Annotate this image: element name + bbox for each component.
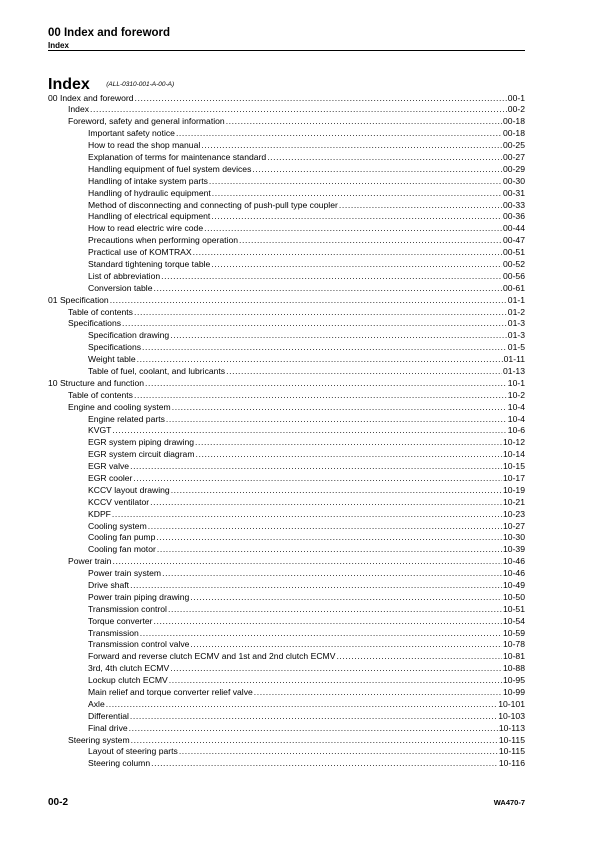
toc-entry[interactable]	[48, 188, 525, 200]
toc-dot-leader	[134, 307, 507, 319]
toc-entry[interactable]	[48, 93, 525, 105]
toc-entry[interactable]	[48, 200, 525, 212]
toc-entry-page: 10-14	[503, 449, 525, 460]
toc-entry-label: Weight table	[88, 354, 136, 365]
toc-dot-leader	[171, 485, 502, 497]
index-title: Index	[48, 76, 90, 93]
toc-entry[interactable]	[48, 366, 525, 378]
toc-dot-leader	[131, 735, 498, 747]
toc-entry-label: Explanation of terms for maintenance standard	[88, 151, 267, 162]
toc-entry-label: Specifications	[88, 342, 142, 353]
toc-entry[interactable]	[48, 521, 525, 533]
header-divider	[48, 50, 525, 51]
toc-entry[interactable]	[48, 723, 525, 735]
toc-entry-page: 10-46	[503, 556, 525, 567]
toc-entry[interactable]	[48, 437, 525, 449]
toc-entry[interactable]	[48, 318, 525, 330]
toc-entry[interactable]	[48, 711, 525, 723]
toc-entry[interactable]	[48, 414, 525, 426]
toc-entry[interactable]	[48, 461, 525, 473]
toc-entry-label: Specification drawing	[88, 330, 170, 341]
toc-dot-leader	[170, 330, 507, 342]
toc-dot-leader	[129, 723, 498, 735]
toc-dot-leader	[112, 509, 502, 521]
toc-dot-leader	[112, 425, 506, 437]
toc-dot-leader	[169, 675, 502, 687]
toc-dot-leader	[196, 449, 503, 461]
toc-entry-label: Forward and reverse clutch ECMV and 1st and 2nd clutch ECMV	[88, 651, 336, 662]
toc-entry-page: 10-12	[503, 437, 525, 448]
toc-entry-page: 00-33	[503, 199, 525, 210]
index-heading	[48, 76, 174, 94]
toc-entry-label: KCCV layout drawing	[88, 484, 170, 495]
toc-entry[interactable]	[48, 390, 525, 402]
toc-entry-page: 00-31	[503, 187, 525, 198]
toc-entry[interactable]	[48, 283, 525, 295]
toc-entry-label: Drive shaft	[88, 580, 130, 591]
toc-entry[interactable]	[48, 735, 525, 747]
toc-dot-leader	[211, 211, 502, 223]
toc-dot-leader	[170, 663, 502, 675]
toc-entry[interactable]	[48, 532, 525, 544]
toc-entry-page: 10-39	[503, 544, 525, 555]
toc-dot-leader	[130, 580, 502, 592]
toc-entry-page: 00-29	[503, 163, 525, 174]
toc-dot-leader	[239, 235, 502, 247]
toc-entry-label: Power train piping drawing	[88, 591, 190, 602]
toc-entry-label: Foreword, safety and general information	[68, 116, 225, 127]
toc-entry-label: 3rd, 4th clutch ECMV	[88, 663, 170, 674]
toc-entry-page: 10-115	[498, 734, 525, 745]
toc-entry-label: KCCV ventilator	[88, 496, 150, 507]
toc-entry[interactable]	[48, 402, 525, 414]
toc-entry-label: Engine related parts	[88, 413, 165, 424]
index-code: (ALL-0310-001-A-00-A)	[106, 81, 175, 88]
toc-entry[interactable]	[48, 746, 525, 758]
toc-dot-leader	[226, 116, 502, 128]
toc-dot-leader	[212, 188, 502, 200]
toc-entry-label: EGR valve	[88, 461, 130, 472]
toc-entry-page: 01-5	[507, 342, 525, 353]
toc-entry[interactable]	[48, 104, 525, 116]
toc-entry-label: Precautions when performing operation	[88, 235, 239, 246]
toc-entry-label: Axle	[88, 698, 105, 709]
toc-dot-leader	[137, 354, 503, 366]
toc-entry[interactable]	[48, 580, 525, 592]
toc-entry[interactable]	[48, 651, 525, 663]
toc-entry-label: Transmission control	[88, 603, 167, 614]
toc-entry-page: 00-18	[503, 116, 525, 127]
toc-dot-leader	[161, 271, 502, 283]
toc-entry[interactable]	[48, 164, 525, 176]
toc-entry[interactable]	[48, 568, 525, 580]
toc-dot-leader	[168, 604, 502, 616]
toc-entry-label: Differential	[88, 710, 129, 721]
toc-entry-page: 10-81	[503, 651, 525, 662]
toc-entry-page: 10-30	[503, 532, 525, 543]
toc-dot-leader	[130, 461, 502, 473]
toc-dot-leader	[211, 259, 502, 271]
toc-entry[interactable]	[48, 247, 525, 259]
toc-entry-label: Cooling system	[88, 520, 147, 531]
toc-dot-leader	[179, 746, 498, 758]
toc-entry-label: Transmission control valve	[88, 639, 190, 650]
toc-entry-label: Table of contents	[68, 306, 133, 317]
toc-dot-leader	[195, 437, 502, 449]
toc-entry-page: 10-15	[503, 461, 525, 472]
toc-entry-page: 10-54	[503, 615, 525, 626]
toc-entry-page: 10-103	[498, 710, 525, 721]
toc-entry-page: 10-27	[503, 520, 525, 531]
toc-entry-page: 10-99	[503, 687, 525, 698]
toc-dot-leader	[90, 104, 507, 116]
toc-entry-label: Table of fuel, coolant, and lubricants	[88, 365, 226, 376]
toc-entry[interactable]	[48, 449, 525, 461]
toc-dot-leader	[154, 616, 503, 628]
toc-entry-page: 00-1	[507, 92, 525, 103]
toc-entry-page: 01-2	[507, 306, 525, 317]
toc-entry-page: 10-95	[503, 675, 525, 686]
toc-entry-label: Engine and cooling system	[68, 401, 171, 412]
toc-entry-page: 10-51	[503, 603, 525, 614]
toc-entry-label: Conversion table	[88, 282, 153, 293]
toc-dot-leader	[252, 164, 502, 176]
toc-entry-label: Specifications	[68, 318, 122, 329]
toc-entry-label: Layout of steering parts	[88, 746, 178, 757]
toc-dot-leader	[209, 176, 502, 188]
toc-entry-page: 01-1	[507, 294, 525, 305]
toc-entry-label: Torque converter	[88, 615, 153, 626]
toc-dot-leader	[133, 473, 502, 485]
toc-dot-leader	[112, 556, 502, 568]
toc-entry-label: KVGT	[88, 425, 112, 436]
toc-entry-label: EGR system piping drawing	[88, 437, 195, 448]
toc-entry-label: Important safety notice	[88, 128, 175, 139]
toc-dot-leader	[162, 568, 502, 580]
toc-entry-page: 00-30	[503, 175, 525, 186]
toc-entry[interactable]	[48, 604, 525, 616]
toc-entry-page: 10-101	[498, 698, 525, 709]
toc-entry-label: KDPF	[88, 508, 111, 519]
toc-entry-label: Index	[68, 104, 90, 115]
toc-entry[interactable]	[48, 425, 525, 437]
toc-entry-label: List of abbreviation	[88, 270, 161, 281]
toc-entry-label: Power train	[68, 556, 112, 567]
toc-entry-page: 00-2	[507, 104, 525, 115]
toc-entry[interactable]	[48, 592, 525, 604]
toc-dot-leader	[151, 758, 498, 770]
toc-dot-leader	[172, 402, 507, 414]
toc-entry-page: 10-46	[503, 568, 525, 579]
toc-entry[interactable]	[48, 485, 525, 497]
toc-entry-page: 10-23	[503, 508, 525, 519]
toc-entry[interactable]	[48, 152, 525, 164]
toc-entry[interactable]	[48, 354, 525, 366]
toc-entry[interactable]	[48, 675, 525, 687]
toc-dot-leader	[157, 544, 502, 556]
toc-entry[interactable]	[48, 271, 525, 283]
toc-entry[interactable]	[48, 473, 525, 485]
toc-dot-leader	[134, 390, 507, 402]
toc-entry-label: 10 Structure and function	[48, 377, 145, 388]
toc-dot-leader	[267, 152, 502, 164]
toc-entry-page: 00-25	[503, 140, 525, 151]
toc-entry-label: Standard tightening torque table	[88, 258, 211, 269]
toc-entry-page: 10-2	[507, 389, 525, 400]
toc-entry-page: 01-3	[507, 318, 525, 329]
toc-entry-page: 10-88	[503, 663, 525, 674]
toc-dot-leader	[190, 639, 502, 651]
toc-entry[interactable]	[48, 699, 525, 711]
toc-entry-page: 10-17	[503, 473, 525, 483]
toc-dot-leader	[336, 651, 502, 663]
toc-dot-leader	[106, 699, 498, 711]
toc-entry-label: EGR system circuit diagram	[88, 449, 195, 460]
toc-entry[interactable]	[48, 556, 525, 568]
toc-entry-page: 01-3	[507, 330, 525, 341]
toc-entry-label: Final drive	[88, 722, 128, 733]
toc-dot-leader	[190, 592, 502, 604]
toc-entry-page: 00-44	[503, 223, 525, 234]
toc-dot-leader	[201, 140, 502, 152]
toc-entry-page: 10-50	[503, 591, 525, 602]
toc-entry[interactable]	[48, 295, 525, 307]
toc-dot-leader	[140, 628, 502, 640]
toc-entry-page: 10-19	[503, 484, 525, 495]
toc-dot-leader	[154, 283, 503, 295]
toc-entry[interactable]	[48, 211, 525, 223]
toc-entry-page: 00-51	[503, 247, 525, 258]
toc-entry-label: Handling equipment of fuel system devices	[88, 163, 252, 174]
toc-entry-label: Handling of intake system parts	[88, 175, 208, 186]
toc-entry-label: Lockup clutch ECMV	[88, 675, 168, 686]
toc-entry-page: 10-4	[507, 413, 525, 424]
toc-entry-label: 01 Specification	[48, 294, 109, 305]
toc-entry[interactable]	[48, 758, 525, 770]
toc-dot-leader	[254, 687, 502, 699]
toc-entry-page: 10-115	[498, 746, 525, 757]
section-subtitle: Index	[48, 41, 69, 50]
toc-dot-leader	[226, 366, 502, 378]
toc-dot-leader	[135, 93, 507, 105]
toc-entry[interactable]	[48, 116, 525, 128]
toc-entry-page: 10-49	[503, 580, 525, 591]
toc-entry[interactable]	[48, 378, 525, 390]
toc-entry-page: 00-61	[503, 282, 525, 293]
toc-entry-page: 00-56	[503, 270, 525, 281]
toc-entry[interactable]	[48, 176, 525, 188]
toc-entry-label: Handling of electrical equipment	[88, 211, 211, 222]
toc-entry[interactable]	[48, 235, 525, 247]
toc-dot-leader	[148, 521, 502, 533]
toc-entry-page: 00-47	[503, 235, 525, 246]
toc-dot-leader	[339, 200, 502, 212]
toc-entry-label: Cooling fan motor	[88, 544, 156, 555]
toc-entry-label: How to read the shop manual	[88, 140, 201, 151]
toc-dot-leader	[122, 318, 507, 330]
toc-entry-page: 10-113	[498, 722, 525, 733]
toc-entry-page: 01-13	[503, 365, 525, 376]
toc-entry-label: Handling of hydraulic equipment	[88, 187, 211, 198]
toc-dot-leader	[110, 295, 507, 307]
toc-entry-page: 00-18	[503, 128, 525, 139]
toc-entry[interactable]	[48, 223, 525, 235]
toc-entry-label: Transmission	[88, 627, 139, 638]
toc-entry-page: 10-78	[503, 639, 525, 650]
toc-dot-leader	[150, 497, 502, 509]
footer-page-number: 00-2	[48, 797, 69, 808]
toc-entry-page: 10-59	[503, 627, 525, 638]
toc-entry[interactable]	[48, 330, 525, 342]
toc-entry-label: Steering system	[68, 734, 130, 745]
toc-entry[interactable]	[48, 687, 525, 699]
footer-model: WA470-7	[493, 798, 525, 807]
toc-entry-page: 10-4	[507, 401, 525, 412]
toc-entry-label: Power train system	[88, 568, 162, 579]
toc-dot-leader	[166, 414, 507, 426]
toc-entry-page: 00-36	[503, 211, 525, 222]
toc-entry-label: EGR cooler	[88, 473, 133, 483]
toc-entry[interactable]	[48, 663, 525, 675]
toc-dot-leader	[176, 128, 502, 140]
toc-entry[interactable]	[48, 639, 525, 651]
toc-entry-label: Steering column	[88, 758, 151, 769]
toc-dot-leader	[156, 532, 502, 544]
toc-entry[interactable]	[48, 140, 525, 152]
toc-entry-page: 00-52	[503, 258, 525, 269]
toc-entry-label: How to read electric wire code	[88, 223, 204, 234]
toc-entry-label: 00 Index and foreword	[48, 92, 134, 103]
section-title: 00 Index and foreword	[48, 27, 171, 39]
toc-entry-page: 10-21	[503, 496, 525, 507]
toc-entry[interactable]	[48, 616, 525, 628]
toc-entry[interactable]	[48, 342, 525, 354]
toc-entry-page: 10-116	[498, 758, 525, 769]
toc-entry[interactable]	[48, 544, 525, 556]
toc-dot-leader	[142, 342, 507, 354]
toc-dot-leader	[130, 711, 497, 723]
toc-dot-leader	[204, 223, 502, 235]
toc-entry-page: 10-6	[507, 425, 525, 436]
toc-entry[interactable]	[48, 128, 525, 140]
page-header	[48, 27, 525, 51]
toc-dot-leader	[193, 247, 502, 259]
toc-entry-label: Main relief and torque converter relief valve	[88, 687, 253, 698]
toc-entry[interactable]	[48, 509, 525, 521]
toc-entry-label: Practical use of KOMTRAX	[88, 247, 192, 258]
toc-entry-label: Method of disconnecting and connecting of push-pull type coupler	[88, 199, 338, 210]
toc-dot-leader	[145, 378, 507, 390]
toc-entry[interactable]	[48, 628, 525, 640]
table-of-contents	[48, 93, 525, 771]
toc-entry-page: 10-1	[507, 377, 525, 388]
toc-entry[interactable]	[48, 497, 525, 509]
toc-entry-label: Table of contents	[68, 389, 133, 400]
toc-entry[interactable]	[48, 307, 525, 319]
toc-entry[interactable]	[48, 259, 525, 271]
toc-entry-label: Cooling fan pump	[88, 532, 156, 543]
toc-entry-page: 01-11	[503, 354, 525, 365]
toc-entry-page: 00-27	[503, 151, 525, 162]
